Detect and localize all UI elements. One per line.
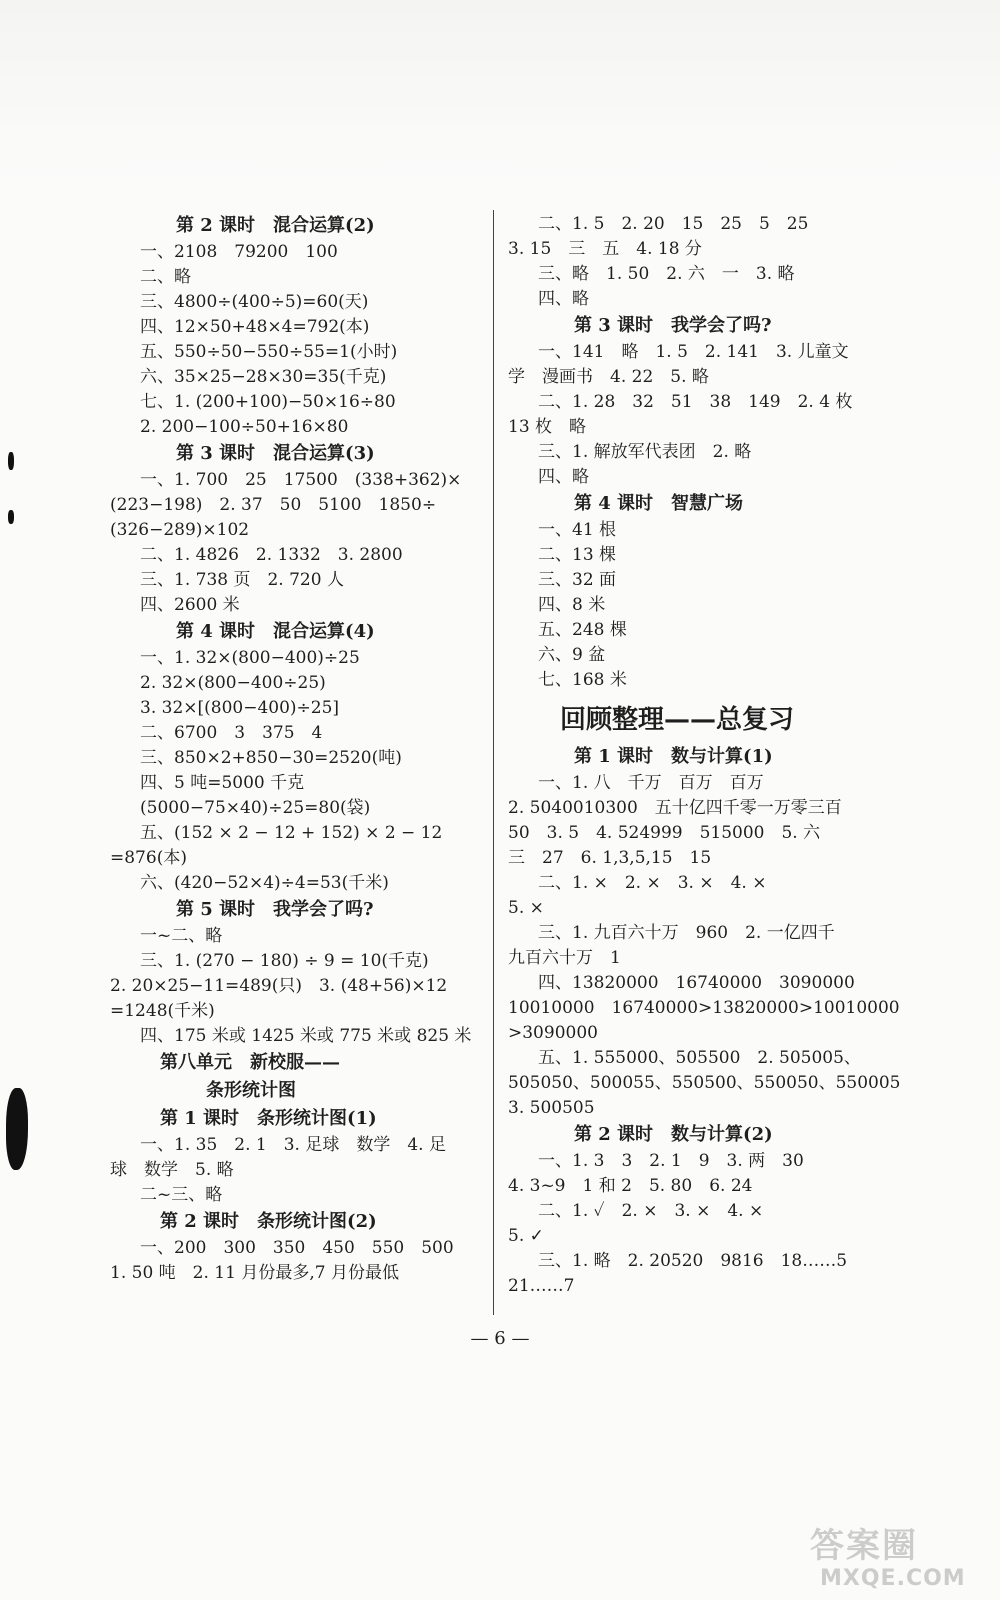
section-heading: 第 2 课时 条形统计图(2) — [160, 1211, 377, 1232]
answer-line: 二、13 棵 — [538, 545, 617, 565]
watermark-logo — [810, 1518, 985, 1596]
watermark-text: 答案圈 — [810, 1526, 918, 1566]
answer-line: 球 数学 5. 略 — [110, 1160, 234, 1180]
answer-line: 一、1. 700 25 17500 (338+362)× — [140, 470, 462, 490]
answer-line: 七、168 米 — [538, 670, 627, 690]
answer-line: 21……7 — [508, 1276, 575, 1296]
chapter-title: 回顾整理——总复习 — [560, 705, 795, 735]
answer-line: 三、略 1. 50 2. 六 一 3. 略 — [538, 264, 795, 284]
answer-line: 二、1. 4826 2. 1332 3. 2800 — [140, 545, 403, 565]
answer-line: 一、1. 八 千万 百万 百万 — [538, 773, 764, 793]
answer-line: >3090000 — [508, 1023, 598, 1043]
section-heading: 第 4 课时 混合运算(4) — [176, 621, 375, 642]
answer-line: 一、200 300 350 450 550 500 — [140, 1238, 454, 1258]
answer-line: 三、4800÷(400÷5)=60(天) — [140, 292, 369, 312]
answer-line: 一、2108 79200 100 — [140, 242, 338, 262]
section-heading: 第 1 课时 条形统计图(1) — [160, 1108, 377, 1129]
section-heading: 第 5 课时 我学会了吗? — [176, 899, 374, 920]
answer-line: 5. ✓ — [508, 1226, 544, 1246]
answer-line: 二、略 — [140, 267, 191, 287]
section-heading: 第 4 课时 智慧广场 — [574, 493, 744, 514]
right-column — [508, 212, 901, 1299]
answer-line: 一、1. 35 2. 1 3. 足球 数学 4. 足 — [140, 1135, 446, 1155]
answer-line: 2. 5040010300 五十亿四千零一万零三百 — [508, 798, 842, 818]
answer-line: 三 27 6. 1,3,5,15 15 — [508, 848, 712, 868]
answer-line: =876(本) — [110, 848, 187, 868]
answer-line: 六、9 盆 — [538, 645, 606, 665]
answer-line: 2. 32×(800−400÷25) — [140, 673, 326, 693]
answer-line: 二、1. 28 32 51 38 149 2. 4 枚 — [538, 392, 853, 412]
answer-line: (326−289)×102 — [110, 520, 250, 540]
section-heading: 第 2 课时 混合运算(2) — [176, 215, 375, 236]
answer-line: 二~三、略 — [140, 1185, 223, 1205]
left-column — [110, 212, 490, 1286]
scan-blot — [8, 452, 14, 470]
column-divider — [493, 210, 494, 1315]
answer-line: 五、550÷50−550÷55=1(小时) — [140, 342, 398, 362]
answer-line: =1248(千米) — [110, 1001, 215, 1021]
answer-line: 505050、500055、550500、550050、550005 — [508, 1073, 901, 1093]
answer-line: (223−198) 2. 37 50 5100 1850÷ — [110, 495, 437, 515]
answer-line: 10010000 16740000>13820000>10010000 — [508, 998, 900, 1018]
section-heading: 第 3 课时 我学会了吗? — [574, 315, 772, 336]
answer-line: 一、141 略 1. 5 2. 141 3. 儿童文 — [538, 342, 849, 362]
section-heading: 第 2 课时 数与计算(2) — [574, 1124, 773, 1145]
answer-line: 2. 200−100÷50+16×80 — [140, 417, 349, 437]
scan-blot — [8, 510, 14, 524]
answer-line: 一~二、略 — [140, 926, 223, 946]
answer-line: 一、1. 32×(800−400)÷25 — [140, 648, 360, 668]
answer-line: 七、1. (200+100)−50×16÷80 — [140, 392, 396, 412]
answer-line: 二、1. ✓ 2. × 3. × 4. × — [538, 1201, 764, 1221]
scan-blot — [6, 1088, 28, 1170]
answer-line: 四、略 — [538, 289, 589, 309]
answer-line: 六、(420−52×4)÷4=53(千米) — [140, 873, 389, 893]
answer-line: 五、(152 × 2 − 12 + 152) × 2 − 12 — [140, 823, 443, 843]
answer-line: 五、1. 555000、505500 2. 505005、 — [538, 1048, 861, 1068]
answer-line: (5000−75×40)÷25=80(袋) — [140, 798, 371, 818]
page-number: — 6 — — [470, 1328, 530, 1349]
answer-line: 九百六十万 1 — [508, 948, 621, 968]
answer-line: 1. 50 吨 2. 11 月份最多,7 月份最低 — [110, 1263, 399, 1283]
answer-line: 5. × — [508, 898, 544, 918]
watermark-url: MXQE.COM — [820, 1566, 966, 1591]
answer-line: 三、1. (270 − 180) ÷ 9 = 10(千克) — [140, 951, 429, 971]
answer-line: 学 漫画书 4. 22 5. 略 — [508, 367, 709, 387]
answer-line: 二、6700 3 375 4 — [140, 723, 323, 743]
answer-line: 四、5 吨=5000 千克 — [140, 773, 305, 793]
unit-heading: 第八单元 新校服—— — [160, 1052, 340, 1073]
answer-line: 四、略 — [538, 467, 589, 487]
answer-line: 2. 20×25−11=489(只) 3. (48+56)×12 — [110, 976, 448, 996]
answer-line: 3. 500505 — [508, 1098, 595, 1118]
answer-line: 三、850×2+850−30=2520(吨) — [140, 748, 402, 768]
answer-line: 三、32 面 — [538, 570, 617, 590]
answer-line: 三、1. 解放军代表团 2. 略 — [538, 442, 752, 462]
answer-line: 四、175 米或 1425 米或 775 米或 825 米 — [140, 1026, 472, 1046]
answer-line: 五、248 棵 — [538, 620, 627, 640]
section-heading: 第 1 课时 数与计算(1) — [574, 746, 773, 767]
answer-line: 二、1. 5 2. 20 15 25 5 25 — [538, 214, 809, 234]
answer-line: 三、1. 略 2. 20520 9816 18……5 — [538, 1251, 848, 1271]
scan-top-shade — [0, 0, 1000, 200]
answer-line: 三、1. 738 页 2. 720 人 — [140, 570, 344, 590]
answer-line: 一、1. 3 3 2. 1 9 3. 两 30 — [538, 1151, 804, 1171]
answer-line: 四、12×50+48×4=792(本) — [140, 317, 370, 337]
unit-subheading: 条形统计图 — [206, 1080, 296, 1101]
answer-line: 4. 3~9 1 和 2 5. 80 6. 24 — [508, 1176, 753, 1196]
answer-line: 四、13820000 16740000 3090000 — [538, 973, 855, 993]
answer-line: 13 枚 略 — [508, 417, 587, 437]
answer-line: 二、1. × 2. × 3. × 4. × — [538, 873, 767, 893]
answer-line: 四、8 米 — [538, 595, 606, 615]
answer-line: 六、35×25−28×30=35(千克) — [140, 367, 387, 387]
answer-line: 3. 32×[(800−400)÷25] — [140, 698, 340, 718]
answer-line: 四、2600 米 — [140, 595, 240, 615]
answer-line: 一、41 根 — [538, 520, 617, 540]
answer-line: 三、1. 九百六十万 960 2. 一亿四千 — [538, 923, 835, 943]
section-heading: 第 3 课时 混合运算(3) — [176, 443, 375, 464]
answer-line: 50 3. 5 4. 524999 515000 5. 六 — [508, 823, 821, 843]
answer-line: 3. 15 三 五 4. 18 分 — [508, 239, 702, 259]
